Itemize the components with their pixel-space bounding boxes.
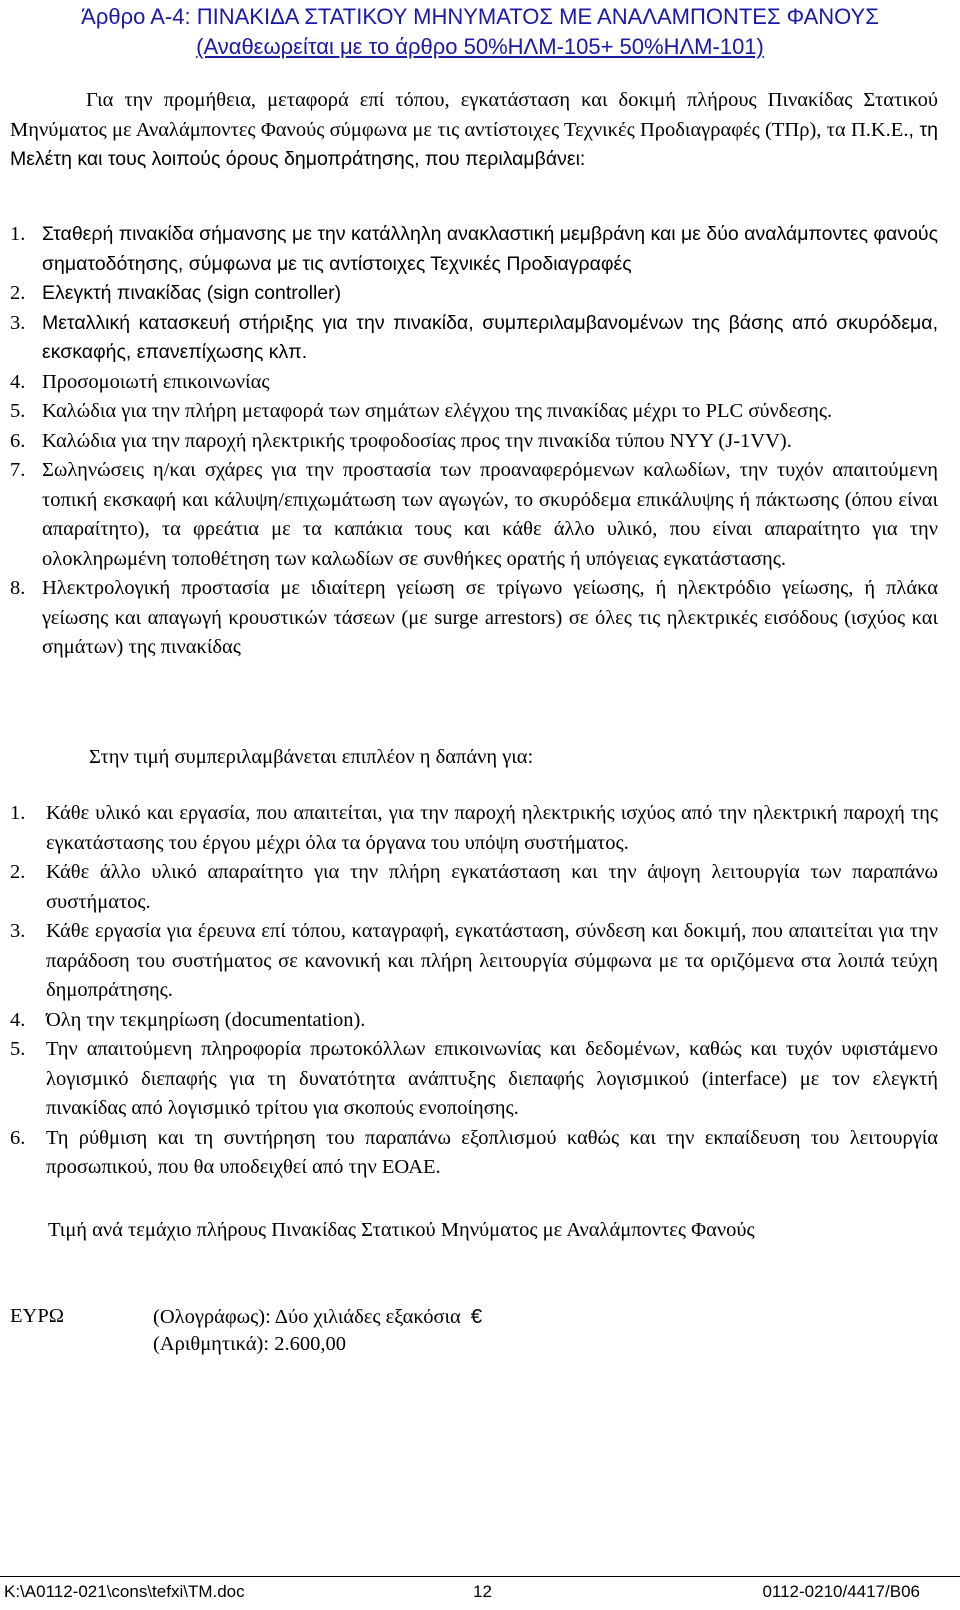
item-number: 5.: [10, 1038, 26, 1060]
list-item: [10, 799, 938, 858]
footer-divider: [0, 1576, 960, 1577]
item-number: 1.: [10, 223, 26, 245]
item-text: Κάθε εργασία για έρευνα επί τόπου, καταγραφή, εγκατάσταση, σύνδεση και δοκιμή, που απαιτείται για την παράδοση του συστήματος σε κανονική και πλήρη λειτουργία σύμφωνα με τα οριζόμενα στα λοιπά τεύχη δημοπράτησης.: [46, 920, 938, 1001]
list-item: [10, 1124, 938, 1183]
amount-in-words: [153, 1302, 482, 1333]
item-text: Τη ρύθμιση και τη συντήρηση του παραπάνω εξοπλισμού καθώς και την εκπαίδευση του λειτουργία προσωπικού, που θα υποδειχθεί από την ΕΟΑΕ.: [46, 1126, 938, 1178]
item-number: 2.: [10, 861, 26, 883]
item-number: 4.: [10, 370, 26, 393]
list-item: [10, 309, 938, 368]
item-number: 4.: [10, 1008, 26, 1031]
intro-paragraph: [10, 86, 938, 175]
footer-file-path: K:\A0112-021\cons\tefxi\TM.doc: [4, 1582, 245, 1601]
list-item: [10, 368, 938, 398]
list-item: [10, 1006, 938, 1036]
list-item: [10, 1035, 938, 1124]
item-text: Μεταλλική κατασκευή στήριξης για την πινακίδα, συμπεριλαμβανομένων της βάσης από σκυρόδεμα, εκσκαφής, επανεπίχωσης κλπ.: [42, 311, 938, 363]
article-subtitle: (Αναθεωρείται με το άρθρο 50%ΗΛΜ-105+ 50%ΗΛΜ-101): [196, 34, 764, 59]
item-number: 7.: [10, 459, 26, 481]
also-included-heading: Στην τιμή συμπεριλαμβάνεται επιπλέον η δαπάνη για:: [89, 746, 534, 768]
list-item: [10, 858, 938, 917]
footer-document-code: 0112-0210/4417/B06: [762, 1582, 920, 1601]
item-number: 6.: [10, 429, 26, 452]
item-number: 8.: [10, 577, 26, 599]
list-item: [10, 456, 938, 574]
list-item: [10, 427, 938, 457]
item-text: Όλη την τεκμηρίωση (documentation).: [46, 1008, 366, 1031]
price-description: Τιμή ανά τεμάχιο πλήρους Πινακίδας Στατικού Μηνύματος με Αναλάμποντες Φανούς: [48, 1219, 755, 1241]
item-number: 3.: [10, 920, 26, 942]
intro-text-part2: , τη Μελέτη και τους λοιπούς όρους δημοπράτησης, που περιλαμβάνει:: [10, 118, 938, 170]
amount-numeric: (Αριθμητικά): 2.600,00: [153, 1333, 346, 1355]
extras-list: [10, 799, 938, 1183]
item-text: Την απαιτούμενη πληροφορία πρωτοκόλλων επικοινωνίας και δεδομένων, καθώς και τυχόν υφιστάμενο λογισμικό διεπαφής για τη δυνατότητα ανάπτυξης διεπαφής λογισμικού (interface) με τον ελεγκτή πινακίδας από λογισμικό τρίτου για σκοπούς ενοποίησης.: [46, 1038, 938, 1119]
item-number: 1.: [10, 802, 26, 824]
items-list: [10, 220, 938, 663]
item-text: Κάθε υλικό και εργασία, που απαιτείται, για την παροχή ηλεκτρικής ισχύος από την ηλεκτρική παροχή της εγκατάστασης του έργου μέχρι όλα τα όργανα του υπόψη συστήματος.: [46, 802, 938, 854]
item-number: 2.: [10, 282, 26, 304]
currency-label: ΕΥΡΩ: [10, 1305, 64, 1327]
intro-text-part1: Για την προμήθεια, μεταφορά επί τόπου, εγκατάσταση και δοκιμή πλήρους Πινακίδας Στατικού Μηνύματος με Αναλάμποντες Φανούς σύμφωνα με τις αντίστοιχες Τεχνικές Προδιαγραφές (ΤΠρ), τα Π.Κ.Ε.: [10, 89, 938, 141]
article-title: Άρθρο Α-4: ΠΙΝΑΚΙΔΑ ΣΤΑΤΙΚΟΥ ΜΗΝΥΜΑΤΟΣ ΜΕ ΑΝΑΛΑΜΠΟΝΤΕΣ ΦΑΝΟΥΣ: [81, 4, 879, 29]
item-text: Σταθερή πινακίδα σήμανσης με την κατάλληλη ανακλαστική μεμβράνη και με δύο αναλάμποντες φανούς σηματοδότησης, σύμφωνα με τις αντίστοιχες Τεχνικές Προδιαγραφές: [42, 223, 938, 275]
list-item: [10, 220, 938, 279]
item-text: Κάθε άλλο υλικό απαραίτητο για την πλήρη εγκατάσταση και την άψογη λειτουργία των παραπάνω συστήματος.: [46, 861, 938, 913]
item-number: 6.: [10, 1126, 26, 1149]
amount-words-text: (Ολογράφως): Δύο χιλιάδες εξακόσια: [153, 1306, 461, 1328]
footer-page-number: 12: [473, 1582, 492, 1601]
item-text: Καλώδια για την παροχή ηλεκτρικής τροφοδοσίας προς την πινακίδα τύπου NYY (J-1VV).: [42, 429, 792, 452]
item-text: Ελεγκτή πινακίδας (sign controller): [42, 282, 342, 304]
item-text: Σωληνώσεις η/και σχάρες για την προστασία των προαναφερόμενων καλωδίων, την τυχόν απαιτούμενη τοπική εκσκαφή και κάλυψη/επιχωμάτωση των αγωγών, το σκυρόδεμα επικάλυψης ή πάκτωσης (όπου είναι απαραίτητο), τα φρεάτια με τα καπάκια τους και κάθε άλλο υλικό, που είναι απαραίτητο για την ολοκληρωμένη τοποθέτηση των καλωδίων σε συνθήκες ορατής ή υπόγειας εγκατάστασης.: [42, 459, 938, 570]
list-item: [10, 279, 938, 309]
list-item: [10, 917, 938, 1006]
item-number: 5.: [10, 400, 26, 422]
euro-sign: €: [470, 1305, 483, 1328]
item-text: Ηλεκτρολογική προστασία με ιδιαίτερη γείωση σε τρίγωνο γείωσης, ή ηλεκτρόδιο γείωσης, ή πλάκα γείωσης και απαγωγή κρουστικών τάσεων (με surge arrestors) σε όλες τις ηλεκτρικές εισόδους (ισχύος και σημάτων) της πινακίδας: [42, 577, 938, 658]
item-text: Προσομοιωτή επικοινωνίας: [42, 370, 270, 393]
list-item: [10, 574, 938, 663]
list-item: [10, 397, 938, 427]
item-number: 3.: [10, 311, 26, 334]
item-text: Καλώδια για την πλήρη μεταφορά των σημάτων ελέγχου της πινακίδας μέχρι το PLC σύνδεσης.: [42, 400, 833, 422]
